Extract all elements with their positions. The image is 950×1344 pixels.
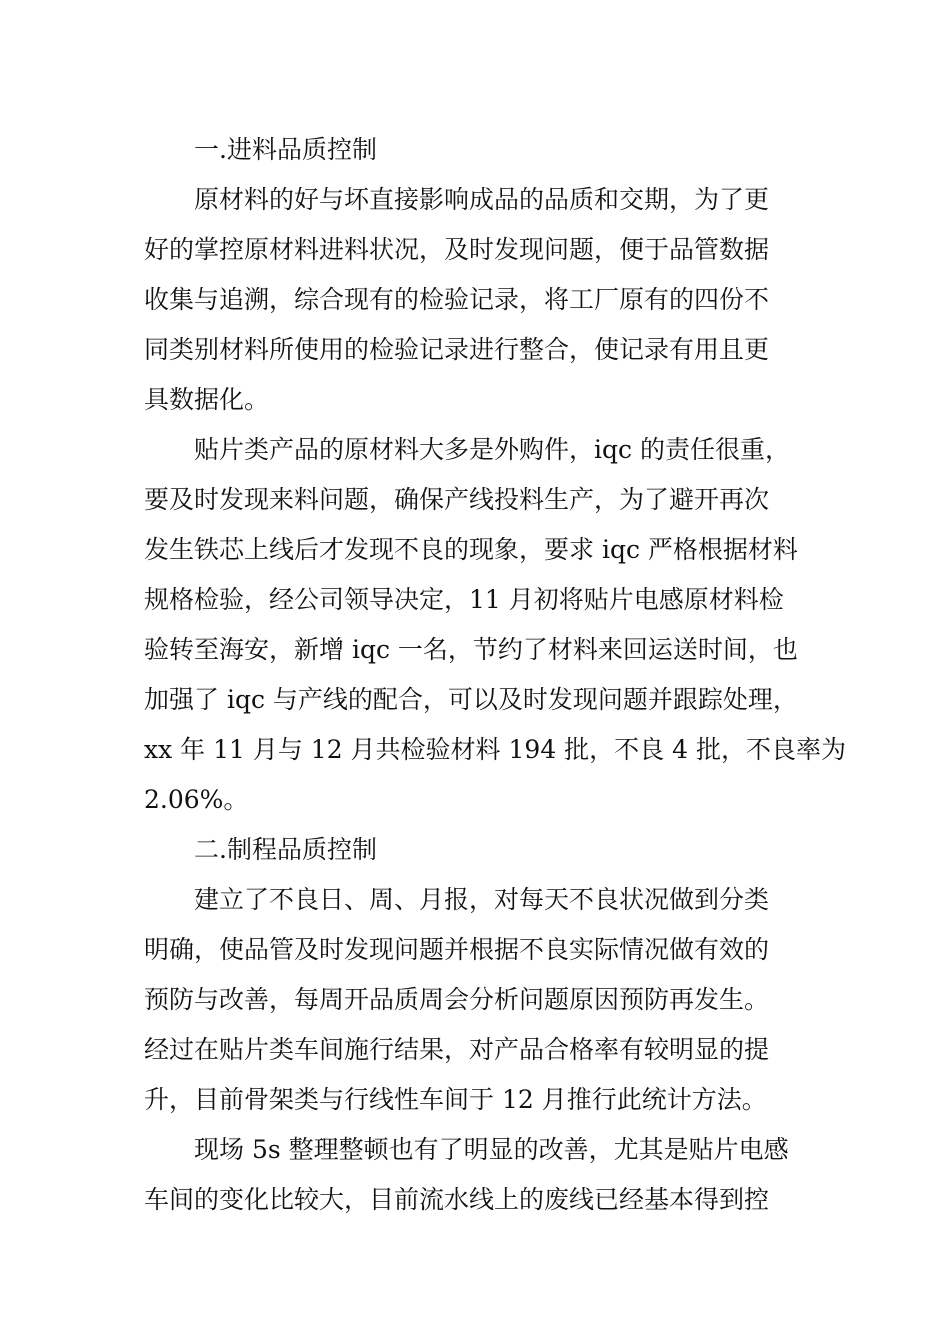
paragraph-line: 验转至海安，新增 iqc 一名，节约了材料来回运送时间，也 xyxy=(144,635,798,664)
paragraph-line: 经过在贴片类车间施行结果，对产品合格率有较明显的提 xyxy=(144,1035,770,1064)
paragraph-line: 具数据化。 xyxy=(144,385,270,414)
paragraph-line: 2.06%。 xyxy=(144,785,249,814)
paragraph-line: 车间的变化比较大，目前流水线上的废线已经基本得到控 xyxy=(144,1185,770,1214)
paragraph-line: 发生铁芯上线后才发现不良的现象，要求 iqc 严格根据材料 xyxy=(144,535,798,564)
paragraph-line: 贴片类产品的原材料大多是外购件，iqc 的责任很重， xyxy=(194,435,790,464)
section-heading-incoming-quality: 一.进料品质控制 xyxy=(194,135,377,164)
paragraph-line: 明确，使品管及时发现问题并根据不良实际情况做有效的 xyxy=(144,935,770,964)
paragraph-line: 现场 5s 整理整顿也有了明显的改善，尤其是贴片电感 xyxy=(194,1135,789,1164)
paragraph-line: 升，目前骨架类与行线性车间于 12 月推行此统计方法。 xyxy=(144,1085,767,1114)
paragraph-line: 预防与改善，每周开品质周会分析问题原因预防再发生。 xyxy=(144,985,770,1014)
paragraph-line: 建立了不良日、周、月报，对每天不良状况做到分类 xyxy=(194,885,770,914)
paragraph-line: 要及时发现来料问题，确保产线投料生产，为了避开再次 xyxy=(144,485,770,514)
paragraph-line: xx 年 11 月与 12 月共检验材料 194 批，不良 4 批，不良率为 xyxy=(144,735,846,764)
paragraph-line: 规格检验，经公司领导决定，11 月初将贴片电感原材料检 xyxy=(144,585,784,614)
paragraph-line: 收集与追溯，综合现有的检验记录，将工厂原有的四份不 xyxy=(144,285,770,314)
paragraph-line: 原材料的好与坏直接影响成品的品质和交期，为了更 xyxy=(194,185,770,214)
section-heading-process-quality: 二.制程品质控制 xyxy=(194,835,377,864)
paragraph-line: 加强了 iqc 与产线的配合，可以及时发现问题并跟踪处理， xyxy=(144,685,798,714)
paragraph-line: 同类别材料所使用的检验记录进行整合，使记录有用且更 xyxy=(144,335,770,364)
paragraph-line: 好的掌控原材料进料状况，及时发现问题，便于品管数据 xyxy=(144,235,770,264)
